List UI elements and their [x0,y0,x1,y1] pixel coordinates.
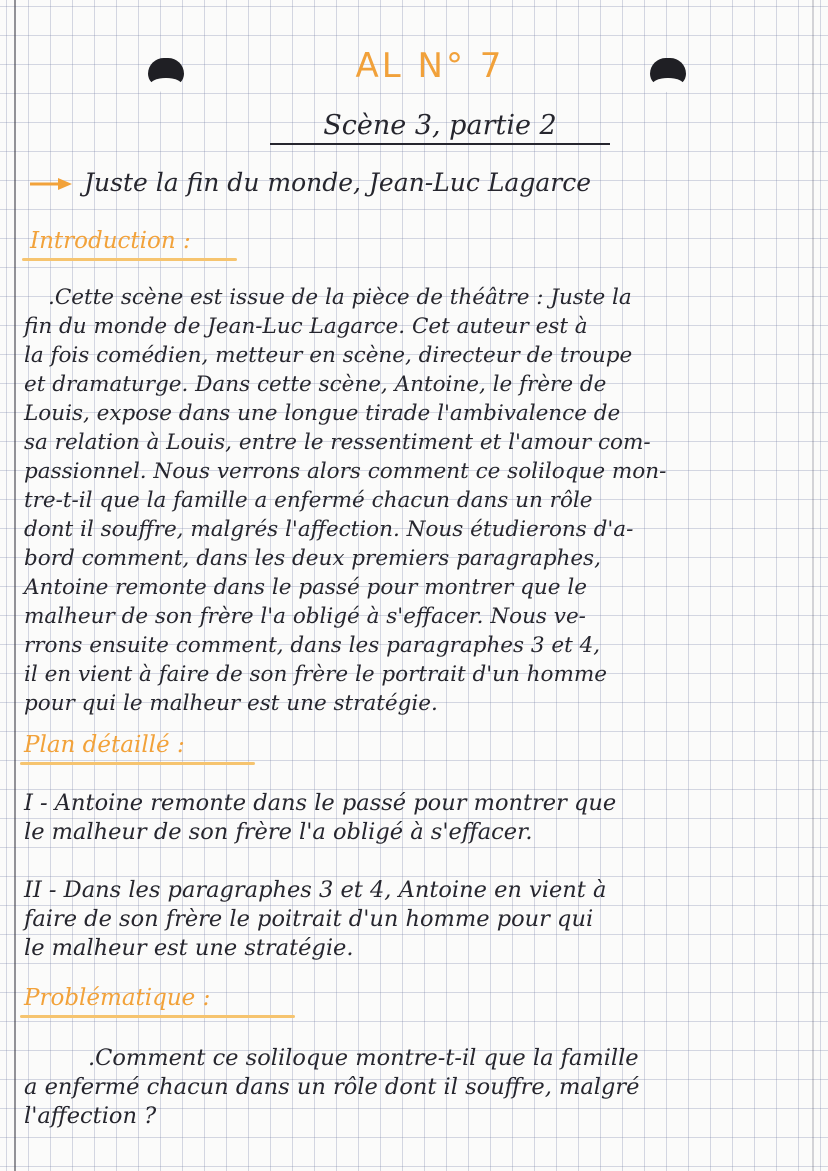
page-subtitle: Scène 3, partie 2 [270,110,610,145]
problematique-line: l'affection ? [24,1103,157,1129]
heading-underline [22,258,237,261]
problematique-line: a enfermé chacun dans un rôle dont il souffre, malgré [24,1074,640,1100]
page-title: AL N° 7 [355,46,505,86]
section-heading-plan: Plan détaillé : [24,732,185,758]
problematique-line: .Comment ce soliloque montre-t-il que la famille [88,1045,639,1071]
intro-line: Antoine remonte dans le passé pour montrer que le [24,575,587,600]
page-edge [812,0,814,1171]
plan-part-1-line: I - Antoine remonte dans le passé pour montrer que [24,790,617,816]
intro-line: pour qui le malheur est une stratégie. [24,691,438,716]
plan-part-2-line: II - Dans les paragraphes 3 et 4, Antoine en vient à [24,877,607,903]
margin-line [14,0,16,1171]
intro-line: et dramaturge. Dans cette scène, Antoine, le frère de [24,372,607,397]
heading-underline [20,1015,295,1018]
intro-line: la fois comédien, metteur en scène, directeur de troupe [24,343,633,368]
intro-line: .Cette scène est issue de la pièce de théâtre : Juste la [48,285,632,310]
intro-line: tre-t-il que la famille a enfermé chacun dans un rôle [24,488,593,513]
binder-hole-icon [148,58,184,86]
work-reference: Juste la fin du monde, Jean-Luc Lagarce [84,168,591,197]
intro-line: rrons ensuite comment, dans les paragraphes 3 et 4, [24,633,601,658]
intro-line: bord comment, dans les deux premiers paragraphes, [24,546,601,571]
intro-line: malheur de son frère l'a obligé à s'effacer. Nous ve- [24,604,586,629]
arrow-right-icon [30,178,72,190]
plan-part-2-line: le malheur est une stratégie. [24,935,354,961]
intro-line: passionnel. Nous verrons alors comment ce soliloque mon- [24,459,667,484]
intro-line: sa relation à Louis, entre le ressentiment et l'amour com- [24,430,651,455]
plan-part-1-line: le malheur de son frère l'a obligé à s'effacer. [24,819,533,845]
binder-hole-icon [650,58,686,86]
intro-line: Louis, expose dans une longue tirade l'ambivalence de [24,401,621,426]
intro-line: il en vient à faire de son frère le portrait d'un homme [24,662,607,687]
intro-line: fin du monde de Jean-Luc Lagarce. Cet auteur est à [24,314,588,339]
intro-line: dont il souffre, malgrés l'affection. Nous étudierons d'a- [24,517,634,542]
section-heading-introduction: Introduction : [30,228,191,254]
section-heading-problematique: Problématique : [24,985,211,1011]
plan-part-2-line: faire de son frère le poitrait d'un homme pour qui [24,906,594,932]
heading-underline [20,762,255,765]
